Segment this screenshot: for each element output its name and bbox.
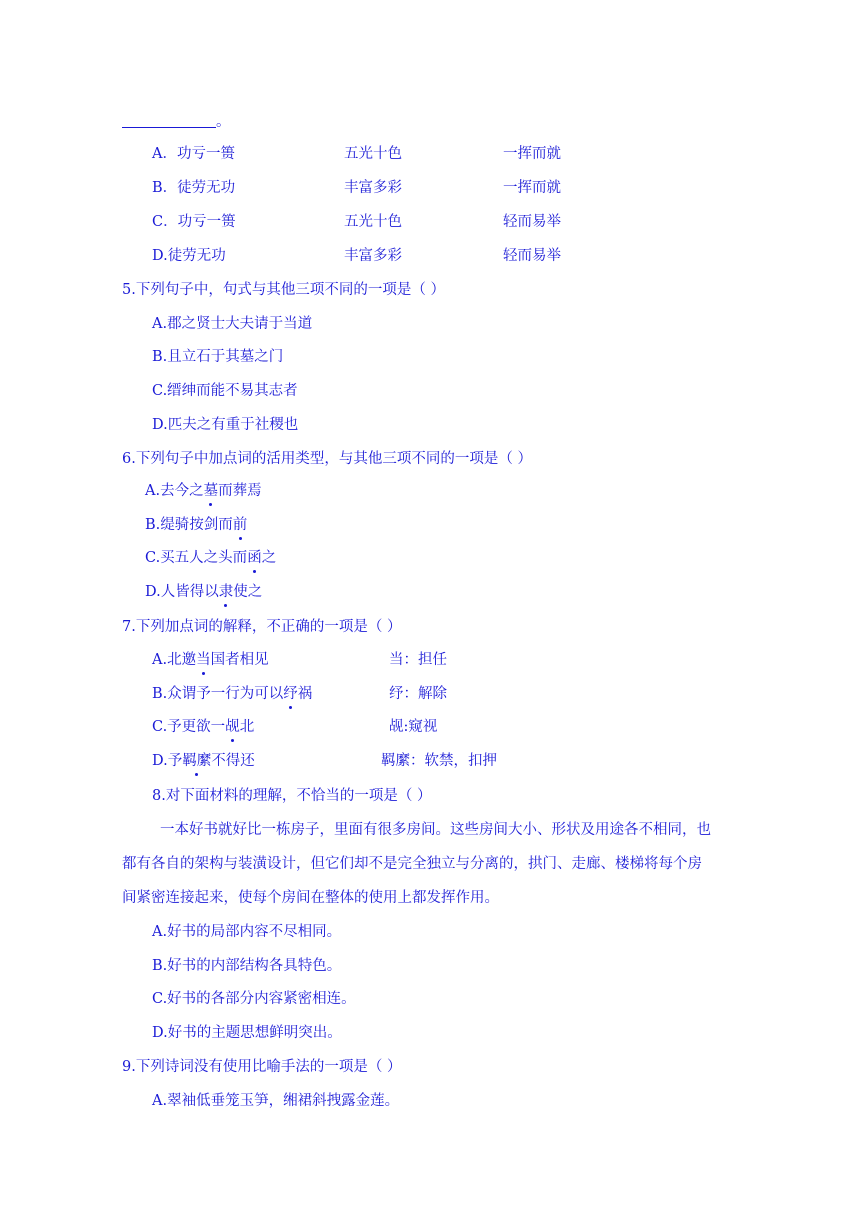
emphasis-dot-word: 前	[232, 517, 248, 533]
q4-option-b-label: B．徒劳无功	[152, 180, 236, 196]
q8-option-b: B.好书的内部结构各具特色。	[152, 958, 342, 974]
q4-option-c-b: 五光十色	[344, 214, 402, 230]
q4-option-a-c: 一挥而就	[503, 146, 561, 162]
emphasis-dot-word: 当	[196, 652, 211, 668]
q4-option-d-label: D.徒劳无功	[152, 248, 226, 264]
q4-option-b-b: 丰富多彩	[344, 180, 402, 196]
q8-option-a: A.好书的局部内容不尽相同。	[152, 924, 342, 940]
emphasis-dot-word: 觇	[225, 719, 240, 735]
answer-blank	[122, 118, 216, 128]
emphasis-dot-word: 纾	[283, 686, 298, 702]
q8-passage-line-1: 一本好书就好比一栋房子，里面有很多房间。这些房间大小、形状及用途各不相同，也	[160, 822, 711, 838]
q4-option-a-b: 五光十色	[344, 146, 402, 162]
q4-option-d-c: 轻而易举	[503, 248, 561, 264]
q7-option-c: C.予更欲一觇北	[152, 719, 255, 735]
emphasis-dot-word: 隶	[218, 584, 234, 600]
q7-option-b-explanation: 纾：解除	[389, 686, 447, 702]
q4-option-c-c: 轻而易举	[503, 214, 561, 230]
emphasis-dot-word: 墓	[203, 483, 219, 499]
q8-passage-line-3: 间紧密连接起来，使每个房间在整体的使用上都发挥作用。	[122, 890, 499, 906]
q7-option-c-explanation: 觇:窥视	[389, 719, 438, 735]
q8-passage-line-2: 都有各自的架构与装潢设计，但它们却不是完全独立与分离的，拱门、走廊、楼梯将每个房	[122, 856, 702, 872]
q8-option-c: C.好书的各部分内容紧密相连。	[152, 991, 356, 1007]
q8-option-d: D.好书的主题思想鲜明突出。	[152, 1025, 342, 1041]
emphasis-dot-word: 羁縻	[182, 753, 212, 769]
q5-stem: 5.下列句子中，句式与其他三项不同的一项是（ ）	[122, 282, 445, 298]
emphasis-dot-word: 函	[247, 550, 262, 566]
q5-option-b: B.且立石于其墓之门	[152, 349, 284, 365]
q9-stem: 9.下列诗词没有使用比喻手法的一项是（ ）	[122, 1059, 402, 1075]
q4-option-b-c: 一挥而就	[503, 180, 561, 196]
q7-option-d-explanation: 羁縻：软禁，扣押	[381, 753, 497, 769]
q4-option-d-b: 丰富多彩	[344, 248, 402, 264]
q5-option-d: D.匹夫之有重于社稷也	[152, 417, 299, 433]
q8-stem: 8.对下面材料的理解，不恰当的一项是（ ）	[152, 788, 432, 804]
q7-stem: 7.下列加点词的解释，不正确的一项是（ ）	[122, 619, 402, 635]
q7-option-d: D.予羁縻不得还	[152, 753, 255, 769]
q7-option-b: B.众谓予一行为可以纾祸	[152, 686, 313, 702]
blank-period: 。	[216, 114, 231, 130]
q9-option-a: A.翠袖低垂笼玉笋，缃裙斜拽露金莲。	[152, 1093, 400, 1109]
q6-stem: 6.下列句子中加点词的活用类型，与其他三项不同的一项是（ ）	[122, 451, 532, 467]
q5-option-a: A.郡之贤士大夫请于当道	[152, 316, 313, 332]
q6-option-b: B.缇骑按剑而前	[145, 517, 248, 533]
q7-option-a-explanation: 当：担任	[389, 652, 447, 668]
q6-option-c: C.买五人之头而函之	[145, 550, 277, 566]
q7-option-a: A.北邀当国者相见	[152, 652, 269, 668]
q4-option-c-label: C．功亏一篑	[152, 214, 236, 230]
q5-option-c: C.缙绅而能不易其志者	[152, 383, 298, 399]
q6-option-d: D.人皆得以隶使之	[145, 584, 263, 600]
q6-option-a: A.去今之墓而葬焉	[145, 483, 262, 499]
q4-option-a-label: A．功亏一篑	[152, 146, 235, 162]
